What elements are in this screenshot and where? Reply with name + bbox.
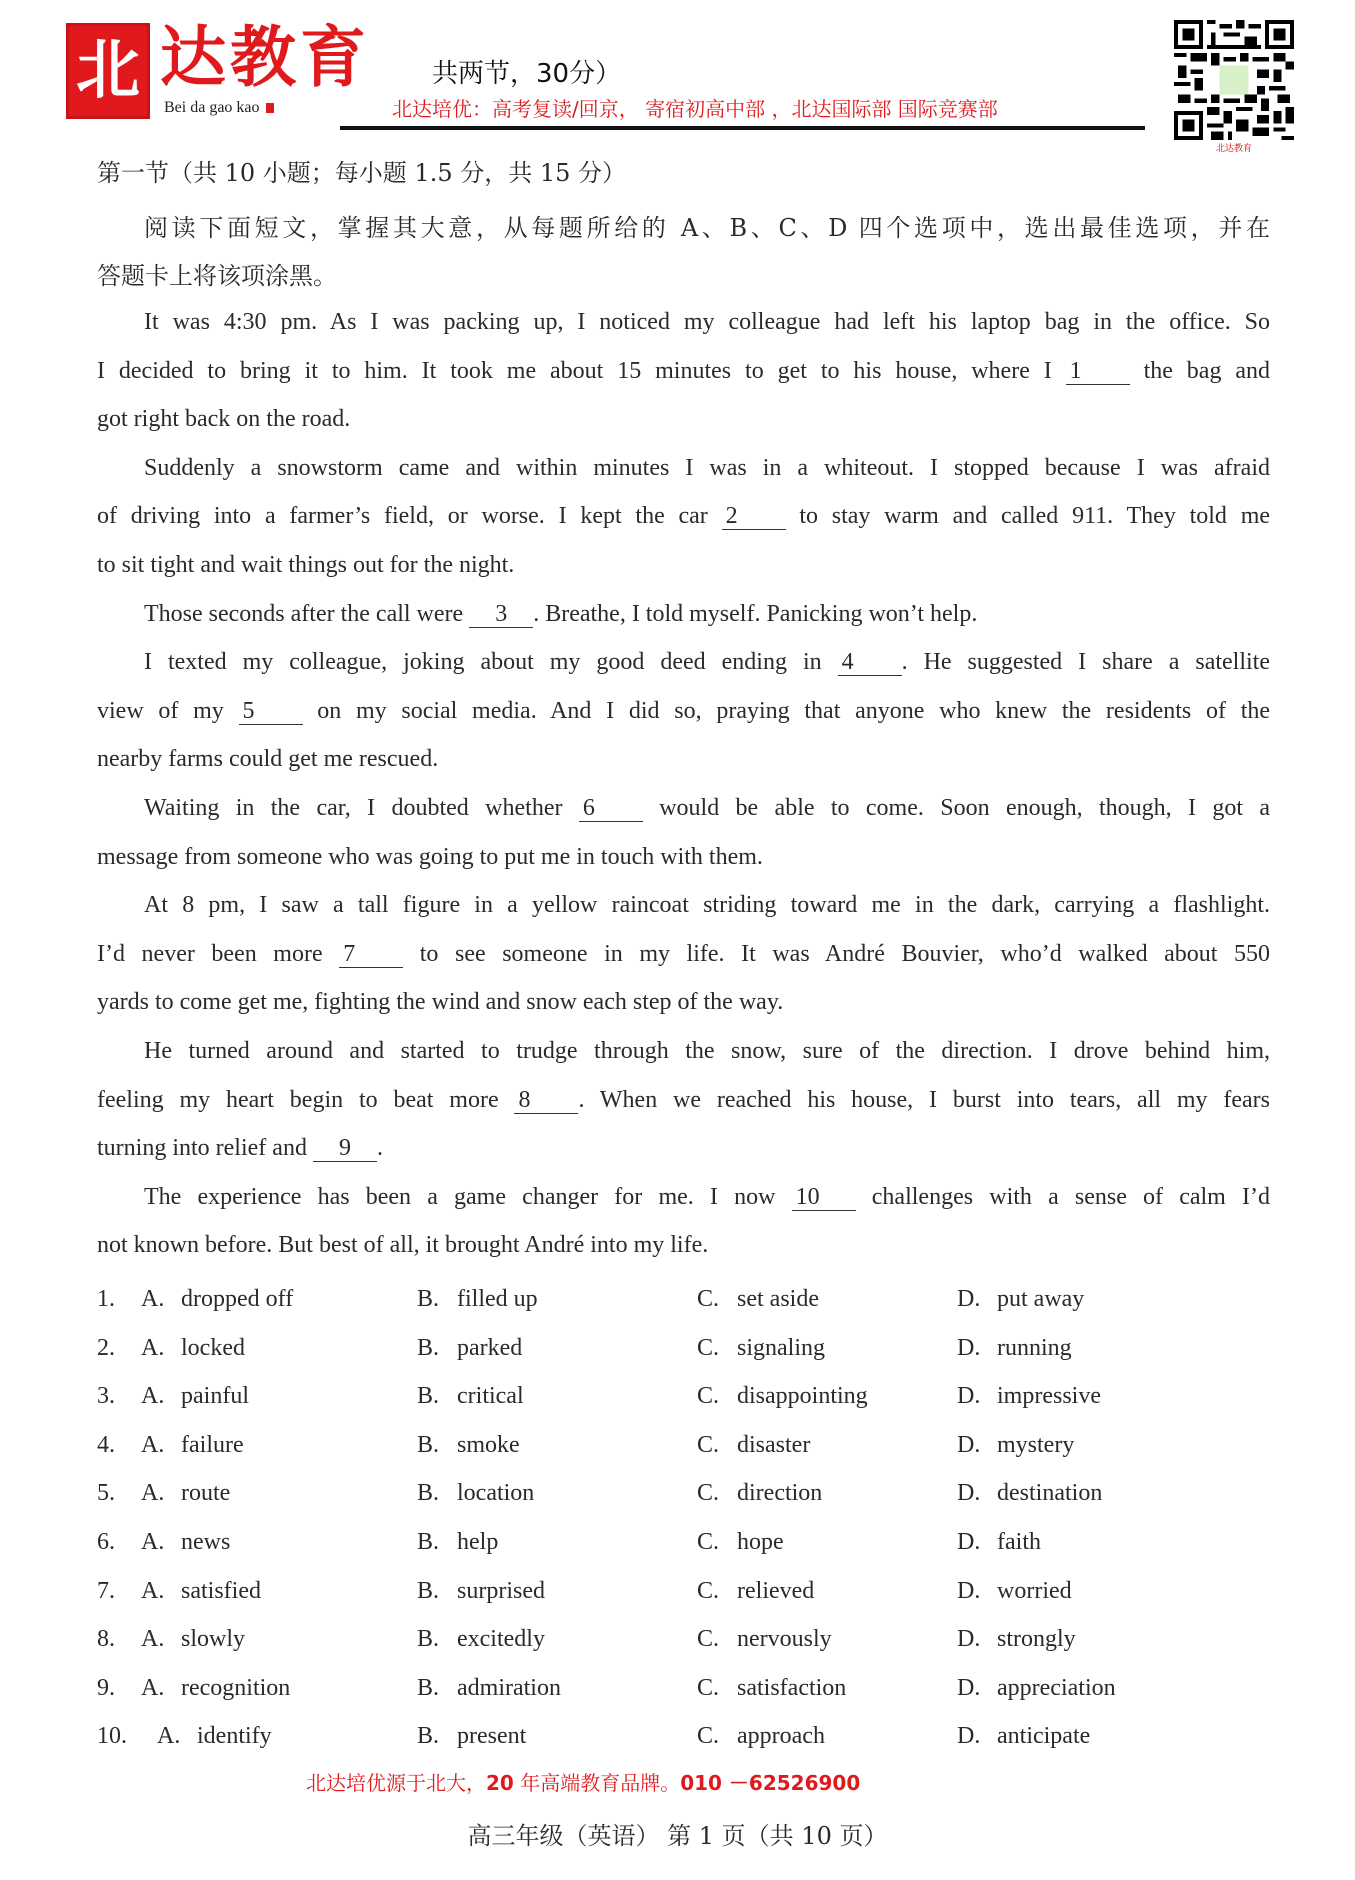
option-letter: C. — [697, 1431, 720, 1458]
option-letter: D. — [957, 1528, 981, 1555]
instructions-line: 阅读下面短文，掌握其大意，从每题所给的 A、B、C、D 四个选项中，选出最佳选项，并在 — [144, 214, 1270, 242]
option-letter: C. — [697, 1383, 720, 1410]
option-letter: A. — [141, 1431, 165, 1458]
option-letter: C. — [697, 1723, 720, 1750]
text-span: would be able to come. Soon enough, though, I got a — [659, 794, 1270, 821]
cloze-passage — [97, 298, 1270, 1270]
passage-line — [97, 687, 1270, 736]
option-letter: C. — [697, 1528, 720, 1555]
option-d — [957, 1567, 1072, 1616]
option-a — [141, 1518, 230, 1567]
text-span: feeling my heart begin to beat more — [97, 1086, 499, 1113]
text-span: I decided to bring it to him. It took me about 15 minutes to get to his house, where I — [97, 357, 1052, 384]
text-span: Waiting in the car, I doubted whether — [144, 794, 563, 821]
question-row — [97, 1372, 1277, 1421]
option-a — [141, 1275, 293, 1324]
option-letter: A. — [141, 1577, 165, 1604]
option-text: running — [997, 1334, 1072, 1361]
option-letter: A. — [141, 1334, 165, 1361]
text-span: I’d never been more — [97, 940, 323, 967]
option-text: mystery — [997, 1431, 1075, 1458]
option-text: admiration — [457, 1674, 561, 1701]
passage-line: nearby farms could get me rescued. — [97, 746, 439, 773]
text-span: . He suggested I share a satellite — [901, 649, 1270, 676]
option-text: help — [457, 1528, 499, 1555]
option-text: location — [457, 1480, 535, 1507]
option-text: locked — [181, 1334, 245, 1361]
question-number: 9. — [97, 1674, 115, 1701]
option-b — [417, 1421, 520, 1470]
option-text: present — [457, 1723, 527, 1750]
blank-10: 10 — [792, 1184, 856, 1211]
option-text: hope — [737, 1528, 784, 1555]
option-text: put away — [997, 1286, 1085, 1312]
option-c — [697, 1324, 825, 1373]
question-row — [97, 1421, 1277, 1470]
option-letter: B. — [417, 1723, 440, 1750]
option-letter: B. — [417, 1383, 440, 1410]
option-text: satisfied — [181, 1577, 261, 1604]
option-text: faith — [997, 1528, 1041, 1555]
passage-line: to sit tight and wait things out for the night. — [97, 551, 515, 578]
option-text: parked — [457, 1334, 523, 1361]
option-text: appreciation — [997, 1674, 1116, 1701]
option-letter: B. — [417, 1286, 440, 1312]
option-a — [157, 1712, 272, 1761]
option-d — [957, 1275, 1084, 1324]
option-letter: C. — [697, 1626, 720, 1653]
option-text: anticipate — [997, 1723, 1091, 1750]
option-text: excitedly — [457, 1626, 545, 1653]
option-d — [957, 1469, 1102, 1518]
text-span: on my social media. And I did so, praying that anyone who knew the residents of the — [317, 697, 1270, 724]
text-span: view of my — [97, 697, 224, 724]
option-c — [697, 1615, 832, 1664]
text-span: . When we reached his house, I burst into tears, all my fears — [578, 1086, 1270, 1113]
option-text: recognition — [181, 1674, 291, 1701]
option-c — [697, 1664, 846, 1713]
option-c — [697, 1372, 868, 1421]
option-b — [417, 1615, 545, 1664]
passage-line: message from someone who was going to put me in touch with them. — [97, 843, 763, 870]
option-text: signaling — [737, 1334, 825, 1361]
option-letter: B. — [417, 1528, 440, 1555]
text-span: to stay warm and called 911. They told me — [799, 503, 1270, 530]
instructions-line: 答题卡上将该项涂黑。 — [97, 262, 337, 290]
option-c — [697, 1421, 810, 1470]
option-c — [697, 1469, 822, 1518]
option-b — [417, 1518, 498, 1567]
option-b — [417, 1469, 534, 1518]
option-text: route — [181, 1480, 231, 1507]
option-text: painful — [181, 1383, 249, 1410]
passage-line: not known before. But best of all, it brought André into my life. — [97, 1232, 709, 1259]
promo-banner: 北达培优：高考复读/回京， 寄宿初高中部 ，北达国际部 国际竞赛部 — [392, 97, 998, 121]
option-d — [957, 1421, 1074, 1470]
option-d — [957, 1712, 1090, 1761]
option-letter: B. — [417, 1577, 440, 1604]
section-header-fragment: 共两节，30分） — [432, 59, 622, 89]
option-a — [141, 1421, 244, 1470]
blank-6: 6 — [579, 795, 643, 822]
option-b — [417, 1664, 561, 1713]
text-span: of driving into a farmer’s field, or worse. I kept the car — [97, 503, 708, 530]
instructions — [97, 204, 1270, 300]
option-text: direction — [737, 1480, 823, 1507]
blank-7: 7 — [339, 941, 403, 968]
question-number: 6. — [97, 1528, 115, 1555]
passage-line — [97, 930, 1270, 979]
passage-line — [97, 1076, 1270, 1125]
option-letter: A. — [157, 1723, 181, 1750]
option-d — [957, 1372, 1101, 1421]
question-number: 8. — [97, 1626, 115, 1653]
option-letter: D. — [957, 1577, 981, 1604]
option-letter: A. — [141, 1383, 165, 1410]
promo-footer — [306, 1770, 860, 1796]
red-square-icon — [266, 103, 274, 113]
option-d — [957, 1615, 1076, 1664]
option-a — [141, 1664, 290, 1713]
promo-phone: 010 －62526900 — [680, 1771, 861, 1795]
option-letter: A. — [141, 1480, 165, 1507]
text-span: the bag and — [1143, 357, 1270, 384]
passage-line — [97, 492, 1270, 541]
option-text: satisfaction — [737, 1674, 847, 1701]
option-text: set aside — [737, 1286, 819, 1312]
option-text: destination — [997, 1480, 1103, 1507]
logo-mark-char: 北 — [76, 33, 140, 108]
question-number: 5. — [97, 1480, 115, 1507]
option-text: slowly — [181, 1626, 246, 1653]
passage-line: It was 4:30 pm. As I was packing up, I noticed my colleague had left his laptop bag in the office. So — [144, 309, 1270, 335]
passage-line — [97, 784, 1270, 833]
option-text: impressive — [997, 1383, 1101, 1410]
option-letter: D. — [957, 1431, 981, 1458]
option-b — [417, 1324, 522, 1373]
question-number: 2. — [97, 1334, 115, 1361]
option-a — [141, 1469, 230, 1518]
question-row — [97, 1275, 1277, 1324]
option-a — [141, 1615, 245, 1664]
option-c — [697, 1275, 819, 1324]
passage-line — [97, 347, 1270, 396]
blank-2: 2 — [722, 503, 786, 530]
option-letter: B. — [417, 1334, 440, 1361]
promo-years: 20 — [486, 1771, 514, 1795]
qr-center-badge: 北达教育 — [1215, 143, 1252, 153]
question-row — [97, 1469, 1277, 1518]
question-number: 7. — [97, 1577, 115, 1604]
passage-line — [97, 590, 1270, 639]
option-d — [957, 1518, 1041, 1567]
passage-line: He turned around and started to trudge through the snow, sure of the direction. I drove behind him, — [144, 1037, 1270, 1064]
option-text: smoke — [457, 1431, 520, 1458]
option-letter: D. — [957, 1480, 981, 1507]
option-text: surprised — [457, 1577, 545, 1604]
option-text: disaster — [737, 1431, 811, 1458]
option-text: approach — [737, 1723, 825, 1750]
option-letter: C. — [697, 1674, 720, 1701]
passage-line — [97, 1124, 1270, 1173]
blank-9: 9 — [313, 1135, 377, 1162]
brand-pinyin — [164, 98, 274, 118]
answer-options — [97, 1275, 1277, 1761]
question-row — [97, 1664, 1277, 1713]
question-row — [97, 1518, 1277, 1567]
option-b — [417, 1372, 524, 1421]
option-text: worried — [997, 1577, 1072, 1604]
option-letter: B. — [417, 1480, 440, 1507]
option-c — [697, 1567, 814, 1616]
option-letter: D. — [957, 1674, 981, 1701]
section-title: 第一节（共 10 小题；每小题 1.5 分，共 15 分） — [97, 159, 627, 187]
passage-line: At 8 pm, I saw a tall figure in a yellow raincoat striding toward me in the dark, carrying a flashlight. — [144, 892, 1270, 919]
option-text: news — [181, 1528, 231, 1555]
blank-5: 5 — [239, 698, 303, 725]
option-d — [957, 1324, 1072, 1373]
option-letter: C. — [697, 1480, 720, 1507]
blank-4: 4 — [838, 649, 902, 676]
brand-logo-mark — [66, 23, 150, 119]
blank-3: 3 — [469, 601, 533, 628]
promo-text: 年高端教育品牌。 — [513, 1771, 681, 1795]
option-letter: A. — [141, 1674, 165, 1701]
option-text: relieved — [737, 1577, 815, 1604]
option-letter: A. — [141, 1286, 165, 1312]
page-number-footer: 高三年级（英语） 第 1 页（共 10 页） — [467, 1822, 888, 1850]
option-letter: A. — [141, 1528, 165, 1555]
option-text: filled up — [457, 1286, 538, 1312]
text-span: challenges with a sense of calm I’d — [871, 1183, 1270, 1210]
option-b — [417, 1712, 526, 1761]
option-d — [957, 1664, 1116, 1713]
text-span: turning into relief and — [97, 1135, 307, 1162]
option-letter: D. — [957, 1723, 981, 1750]
option-b — [417, 1275, 538, 1324]
pinyin-text: Bei da gao kao — [164, 99, 260, 116]
option-letter: C. — [697, 1577, 720, 1604]
option-a — [141, 1372, 249, 1421]
option-c — [697, 1518, 784, 1567]
question-number: 3. — [97, 1383, 115, 1410]
option-letter: B. — [417, 1626, 440, 1653]
option-b — [417, 1567, 545, 1616]
blank-8: 8 — [514, 1087, 578, 1114]
option-text: identify — [197, 1723, 272, 1750]
brand-logo-name: 达教育 — [160, 18, 370, 96]
option-letter: B. — [417, 1674, 440, 1701]
question-number: 10. — [97, 1723, 127, 1750]
text-span: . — [376, 1135, 383, 1162]
question-row — [97, 1615, 1277, 1664]
passage-line: yards to come get me, fighting the wind and snow each step of the way. — [97, 989, 784, 1016]
option-c — [697, 1712, 825, 1761]
text-span: The experience has been a game changer for me. I now — [144, 1183, 776, 1210]
option-a — [141, 1567, 261, 1616]
option-text: disappointing — [737, 1383, 868, 1410]
option-letter: C. — [697, 1334, 720, 1361]
promo-text: 北达培优源于北大， — [306, 1771, 486, 1795]
option-letter: D. — [957, 1334, 981, 1361]
option-letter: D. — [957, 1626, 981, 1653]
question-row — [97, 1567, 1277, 1616]
text-span: I texted my colleague, joking about my good deed ending in — [144, 649, 822, 676]
option-letter: B. — [417, 1431, 440, 1458]
passage-line: Suddenly a snowstorm came and within minutes I was in a whiteout. I stopped because I was afraid — [144, 454, 1270, 481]
qr-code-icon — [1174, 20, 1294, 140]
passage-line — [97, 638, 1270, 687]
blank-1: 1 — [1066, 358, 1130, 385]
option-text: critical — [457, 1383, 524, 1410]
option-text: strongly — [997, 1626, 1076, 1653]
question-row — [97, 1712, 1277, 1761]
text-span: . Breathe, I told myself. Panicking won’t help. — [533, 600, 978, 627]
question-number: 4. — [97, 1431, 115, 1458]
text-span: to see someone in my life. It was André Bouvier, who’d walked about 550 — [419, 940, 1270, 967]
option-a — [141, 1324, 245, 1373]
text-span: Those seconds after the call were — [144, 600, 464, 627]
passage-line — [97, 1173, 1270, 1222]
option-letter: C. — [697, 1286, 720, 1312]
question-row — [97, 1324, 1277, 1373]
option-text: failure — [181, 1431, 244, 1458]
option-letter: A. — [141, 1626, 165, 1653]
option-text: dropped off — [181, 1286, 294, 1312]
passage-line: got right back on the road. — [97, 406, 351, 433]
option-letter: D. — [957, 1286, 981, 1312]
option-letter: D. — [957, 1383, 981, 1410]
option-text: nervously — [737, 1626, 832, 1653]
question-number: 1. — [97, 1286, 115, 1312]
header-divider — [340, 126, 1145, 130]
